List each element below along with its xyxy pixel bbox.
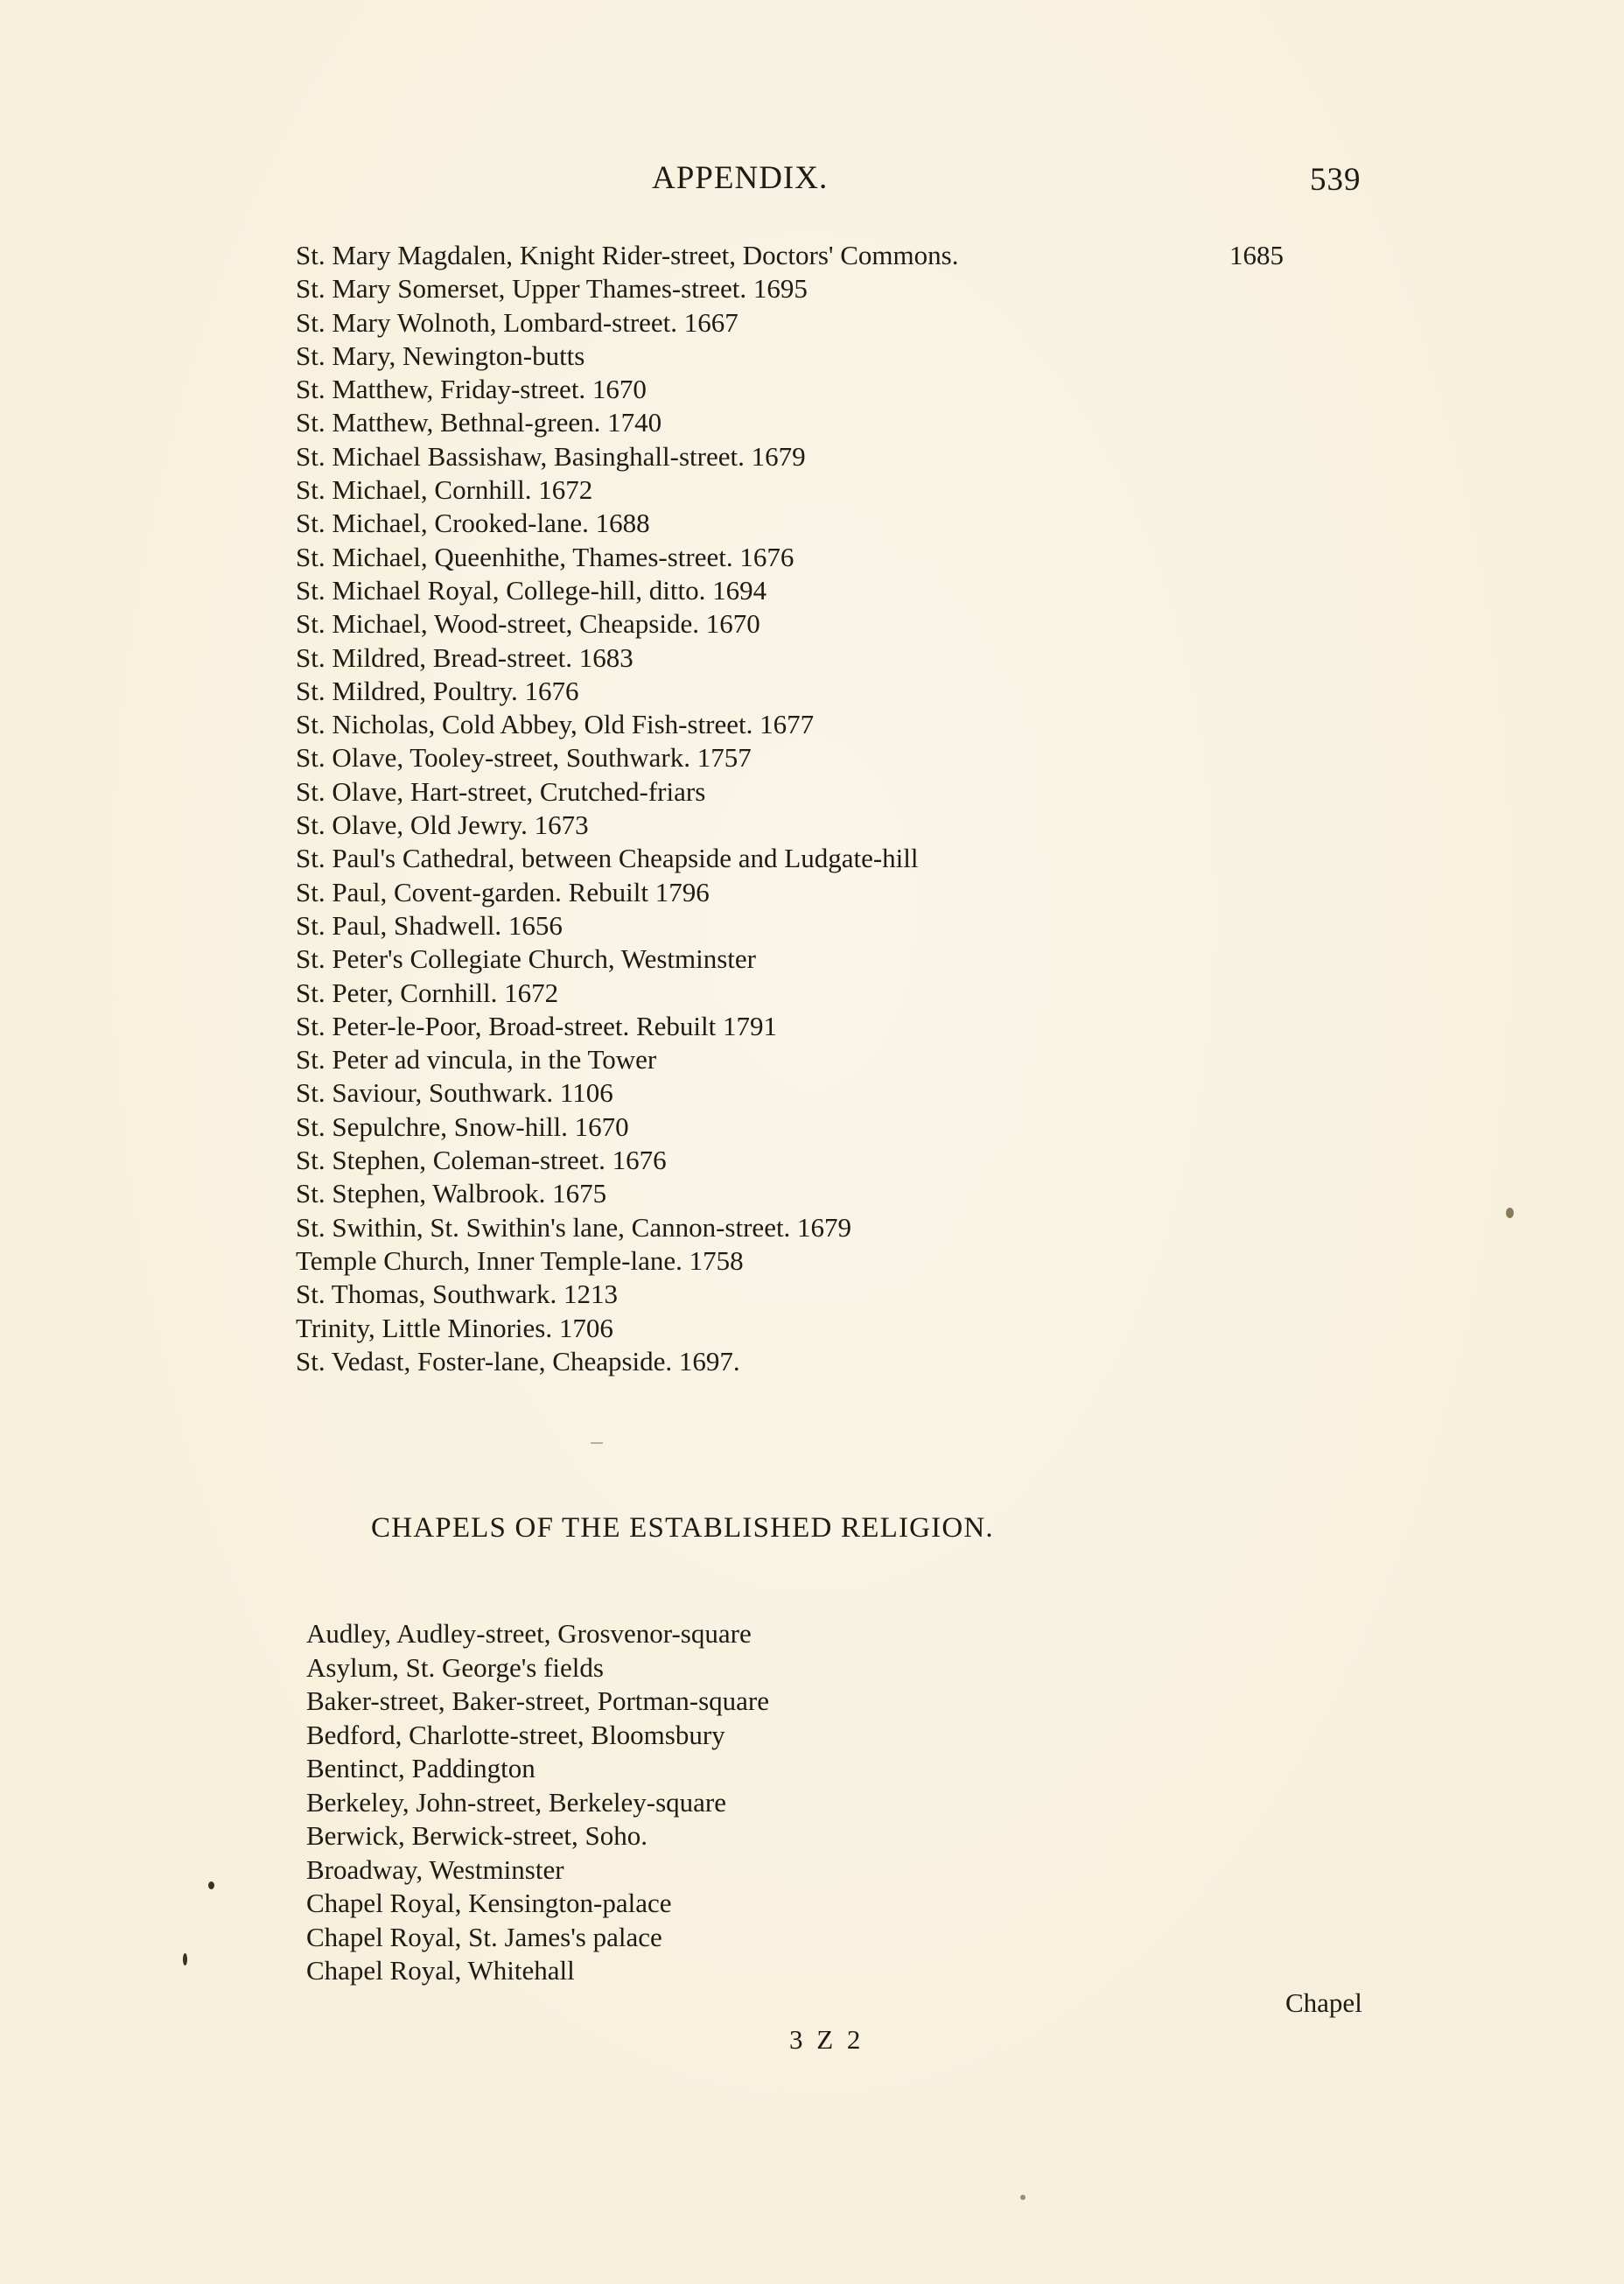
chapel-entry: Asylum, St. George's fields (306, 1651, 604, 1683)
ink-speck (1020, 2195, 1026, 2200)
church-entry: St. Michael Bassishaw, Basinghall-street. 1679 (296, 440, 806, 472)
section-heading: CHAPELS OF THE ESTABLISHED RELIGION. (371, 1512, 994, 1544)
church-entry: St. Michael, Wood-street, Cheapside. 1670 (296, 608, 760, 640)
church-entry: St. Mildred, Poultry. 1676 (296, 675, 579, 706)
section-divider (591, 1442, 603, 1444)
church-entry: St. Vedast, Foster-lane, Cheapside. 1697. (296, 1345, 740, 1377)
chapel-entry: Broadway, Westminster (306, 1853, 564, 1885)
running-head (0, 159, 1624, 203)
first-entry-date: 1685 (1229, 240, 1284, 270)
chapel-entry: Bentinct, Paddington (306, 1753, 536, 1783)
church-entry: St. Michael, Queenhithe, Thames-street. 1676 (296, 541, 794, 572)
ink-speck (1506, 1208, 1514, 1218)
church-entry: St. Sepulchre, Snow-hill. 1670 (296, 1110, 629, 1142)
church-entry: St. Olave, Tooley-street, Southwark. 1757 (296, 742, 752, 774)
church-entry: St. Olave, Hart-street, Crutched-friars (296, 775, 706, 807)
church-entry: Temple Church, Inner Temple-lane. 1758 (296, 1244, 744, 1276)
church-entry: St. Mary Somerset, Upper Thames-street. 1695 (296, 273, 808, 305)
church-entry: St. Matthew, Friday-street. 1670 (296, 374, 647, 405)
church-entry: St. Stephen, Walbrook. 1675 (296, 1178, 607, 1209)
ink-speck (208, 1881, 214, 1889)
page-number: 539 (1310, 162, 1362, 198)
church-entry: St. Mary Wolnoth, Lombard-street. 1667 (296, 306, 738, 338)
ink-speck (183, 1953, 187, 1965)
church-entry: St. Swithin, St. Swithin's lane, Cannon-street. 1679 (296, 1211, 852, 1243)
chapel-entry: Audley, Audley-street, Grosvenor-square (306, 1618, 752, 1649)
chapel-entry: Chapel Royal, Whitehall (306, 1955, 575, 1986)
church-entry: St. Matthew, Bethnal-green. 1740 (296, 407, 662, 438)
church-entry: Trinity, Little Minories. 1706 (296, 1312, 613, 1343)
church-entry: St. Nicholas, Cold Abbey, Old Fish-street. 1677 (296, 709, 815, 740)
church-entry: St. Peter-le-Poor, Broad-street. Rebuilt 1791 (296, 1010, 778, 1041)
printer-signature: 3 Z 2 (789, 2024, 864, 2055)
church-entry: St. Mildred, Bread-street. 1683 (296, 641, 634, 673)
church-entry: St. Michael, Cornhill. 1672 (296, 474, 593, 506)
church-entry: St. Saviour, Southwark. 1106 (296, 1077, 613, 1109)
chapel-entry: Berwick, Berwick-street, Soho. (306, 1820, 648, 1851)
chapel-entry: Baker-street, Baker-street, Portman-square (306, 1685, 769, 1716)
church-entry: St. Paul, Covent-garden. Rebuilt 1796 (296, 876, 710, 907)
church-entry: St. Mary Magdalen, Knight Rider-street, Doctors' Commons. (296, 240, 959, 270)
church-entry: St. Michael Royal, College-hill, ditto. 1694 (296, 574, 767, 606)
church-entry: St. Mary, Newington-butts (296, 340, 585, 371)
church-entry: St. Michael, Crooked-lane. 1688 (296, 508, 650, 539)
church-entry: St. Paul's Cathedral, between Cheapside and Ludgate-hill (296, 843, 919, 874)
catchword: Chapel (1285, 1987, 1362, 2018)
church-entry: St. Peter's Collegiate Church, Westminster (296, 943, 757, 975)
church-entry: St. Olave, Old Jewry. 1673 (296, 809, 589, 841)
chapel-list (306, 1617, 769, 1988)
church-entry: St. Paul, Shadwell. 1656 (296, 909, 563, 941)
chapel-entry: Berkeley, John-street, Berkeley-square (306, 1786, 727, 1818)
church-entry: St. Peter, Cornhill. 1672 (296, 977, 559, 1008)
church-entry: St. Thomas, Southwark. 1213 (296, 1279, 618, 1310)
church-entry: St. Stephen, Coleman-street. 1676 (296, 1145, 667, 1176)
church-entry: St. Peter ad vincula, in the Tower (296, 1044, 657, 1075)
running-title: APPENDIX. (652, 160, 829, 196)
chapel-entry: Chapel Royal, St. James's palace (306, 1921, 662, 1952)
church-list (296, 239, 958, 1378)
chapel-entry: Bedford, Charlotte-street, Bloomsbury (306, 1719, 725, 1750)
chapel-entry: Chapel Royal, Kensington-palace (306, 1888, 672, 1918)
